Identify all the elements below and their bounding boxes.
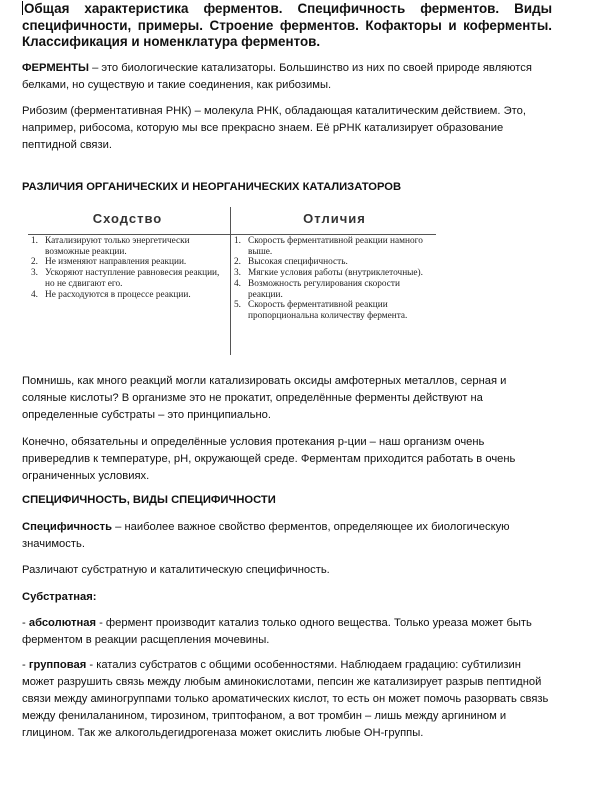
table-column-divider [230, 207, 231, 355]
difference-item: 5. Скорость ферментативной реакции пропорциональна количеству фермента. [234, 300, 408, 321]
table-header-divider [28, 234, 436, 235]
specificity-types: Различают субстратную и каталитическую специфичность. [22, 564, 330, 576]
conditions-paragraph: Конечно, обязательны и определённые условия протекания р-ции – наш организм очень привередлив к температуре, pH, окружающей среде. Ферментам приходится работать в очень ограниченных условиях. [22, 436, 516, 482]
similarity-item: 2. Не изменяют направления реакции. [31, 257, 187, 268]
text-cursor [22, 1, 23, 15]
difference-item: 3. Мягкие условия работы (внутриклеточные). [234, 268, 423, 279]
oxides-paragraph: Помнишь, как много реакций могли катализировать оксиды амфотерных металлов, серная и соляные кислоты? В организме это не прокатит, определённые ферменты действуют на определенные субстраты – это принципиально. [22, 375, 507, 421]
differences-header: Отличия [303, 211, 366, 226]
specificity-definition: Специфичность – наиболее важное свойство ферментов, определяющее их биологическую значимость. [22, 521, 510, 550]
absolute-specificity-paragraph: - абсолютная - фермент производит катализ только одного вещества. Только уреаза может быть ферментом в реакции расщепления мочевины. [22, 617, 532, 646]
specificity-heading: СПЕЦИФИЧНОСТЬ, ВИДЫ СПЕЦИФИЧНОСТИ [22, 494, 276, 506]
similarities-header: Сходство [92, 211, 163, 226]
comparison-table [25, 207, 438, 355]
difference-item: 1. Скорость ферментативной реакции намного выше. [234, 236, 423, 257]
similarity-item: 3. Ускоряют наступление равновесия реакции, но не сдвигают его. [31, 268, 220, 289]
absolute-term: абсолютная [28, 617, 96, 629]
intro-text: – это биологические катализаторы. Большинство из них по своей природе являются белками, но существую и такие соединения, как рибозимы. [22, 62, 532, 91]
group-specificity-paragraph: - групповая - катализ субстратов с общими особенностями. Наблюдаем градацию: субтилизин может разрушить связь между любым аминокислотами, пепсин же катализирует разрыв пептидной связи между аминогруппами только ароматических кислот, то есть он может помочь разорвать связь между фенилаланином, тирозином, триптофаном, а вот тромбин – лишь между аргинином и глицином. Так же алкогольдегидрогеназа может окислить любые ОН-группы. [22, 659, 549, 739]
similarity-item: 1. Катализируют только энергетически возможные реакции. [31, 236, 190, 257]
intro-paragraph [22, 60, 550, 94]
difference-item: 4. Возможность регулирования скорости реакции. [234, 278, 400, 300]
ribozyme-paragraph: Рибозим (ферментативная РНК) – молекула РНК, обладающая каталитическим действием. Это, например, рибосома, которую мы все прекрасно знаем. Её рРНК катализирует образование пептидной связи. [22, 105, 526, 151]
differences-column [234, 236, 434, 322]
substrate-heading: Субстратная: [22, 591, 97, 603]
document-title: Общая характеристика ферментов. Специфичность ферментов. Виды специфичности, примеры. Строение ферментов. Кофакторы и коферменты. Классификация и номенклатура ферментов. [22, 1, 552, 50]
similarities-column [31, 236, 226, 300]
intro-term: ФЕРМЕНТЫ [22, 62, 89, 74]
similarity-item: 4. Не расходуются в процессе реакции. [31, 289, 191, 300]
comparison-heading: РАЗЛИЧИЯ ОРГАНИЧЕСКИХ И НЕОРГАНИЧЕСКИХ КАТАЛИЗАТОРОВ [22, 181, 402, 193]
specificity-term: Специфичность [22, 521, 112, 533]
group-term: групповая [28, 659, 87, 671]
difference-item: 2. Высокая специфичность. [234, 257, 348, 268]
